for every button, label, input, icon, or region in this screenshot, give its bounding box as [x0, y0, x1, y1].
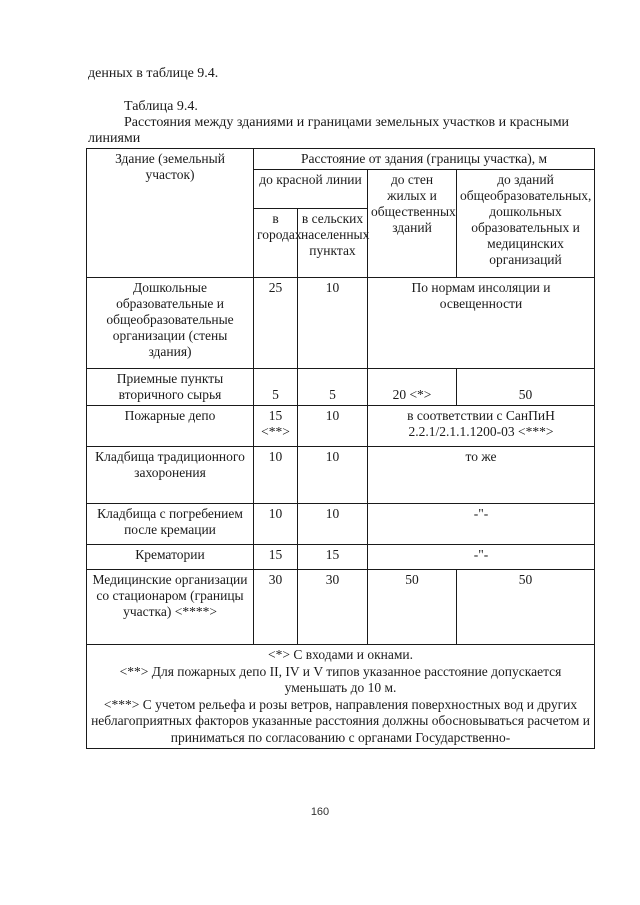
header-in-rural: в сельских населенных пунктах: [298, 209, 368, 278]
table-row: [87, 504, 595, 545]
row-schools: 50: [457, 570, 595, 645]
row-name: Дошкольные образовательные и общеобразовательные организации (стены здания): [87, 278, 254, 369]
row-name: Кладбища с погребением после кремации: [87, 504, 254, 545]
row-city: 15 <**>: [254, 406, 298, 447]
row-merged: По нормам инсоляции и освещенности: [368, 278, 595, 369]
header-red-line: до красной линии: [254, 170, 368, 209]
table-row: [87, 406, 595, 447]
row-rural: 5: [298, 369, 368, 406]
header-distance-group: Расстояние от здания (границы участка), м: [254, 149, 595, 170]
note-2: <**> Для пожарных депо II, IV и V типов указанное расстояние допускается уменьшать до 10 м.: [119, 663, 562, 695]
row-name: Кладбища традиционного захоронения: [87, 447, 254, 504]
header-in-cities: в городах: [254, 209, 298, 278]
row-name: Крематории: [87, 545, 254, 570]
notes-row: [87, 645, 595, 749]
row-residential: 50: [368, 570, 457, 645]
row-rural: 15: [298, 545, 368, 570]
row-rural: 30: [298, 570, 368, 645]
header-row-1: [87, 149, 595, 170]
row-rural: 10: [298, 406, 368, 447]
row-name: Приемные пункты вторичного сырья: [87, 369, 254, 406]
table-row: [87, 369, 595, 406]
row-residential: 20 <*>: [368, 369, 457, 406]
table-title: Расстояния между зданиями и границами земельных участков и красными линиями: [88, 115, 570, 146]
row-merged: -"-: [368, 545, 595, 570]
note-1: <*> С входами и окнами.: [268, 647, 413, 662]
intro-text: денных в таблице 9.4.: [88, 66, 219, 81]
row-city: 25: [254, 278, 298, 369]
table-notes: [87, 645, 595, 749]
row-rural: 10: [298, 278, 368, 369]
row-rural: 10: [298, 447, 368, 504]
table-row: [87, 545, 595, 570]
row-city: 30: [254, 570, 298, 645]
table-row: [87, 570, 595, 645]
table-row: [87, 447, 595, 504]
table-row: [87, 278, 595, 369]
table-number: Таблица 9.4.: [124, 99, 198, 114]
row-rural: 10: [298, 504, 368, 545]
row-city: 10: [254, 504, 298, 545]
row-city: 15: [254, 545, 298, 570]
header-building: Здание (земельный участок): [87, 149, 254, 278]
row-merged: -"-: [368, 504, 595, 545]
header-schools: до зданий общеобразовательных, дошкольных образовательных и медицинских организаций: [457, 170, 595, 278]
row-merged: в соответствии с СанПиН 2.2.1/2.1.1.1200-03 <***>: [368, 406, 595, 447]
row-name: Пожарные депо: [87, 406, 254, 447]
row-merged: то же: [368, 447, 595, 504]
row-city: 10: [254, 447, 298, 504]
header-residential: до стен жилых и общественных зданий: [368, 170, 457, 278]
row-schools: 50: [457, 369, 595, 406]
page-number: 160: [310, 806, 330, 818]
row-name: Медицинские организации со стационаром (границы участка) <****>: [87, 570, 254, 645]
distances-table: [86, 148, 595, 749]
note-3: <***> С учетом рельефа и розы ветров, направления поверхностных вод и других неблагоприятных факторов указанные расстояния должны обосновываться расчетом и приниматься по согласованию с органами Государственно-: [91, 696, 590, 745]
row-city: 5: [254, 369, 298, 406]
